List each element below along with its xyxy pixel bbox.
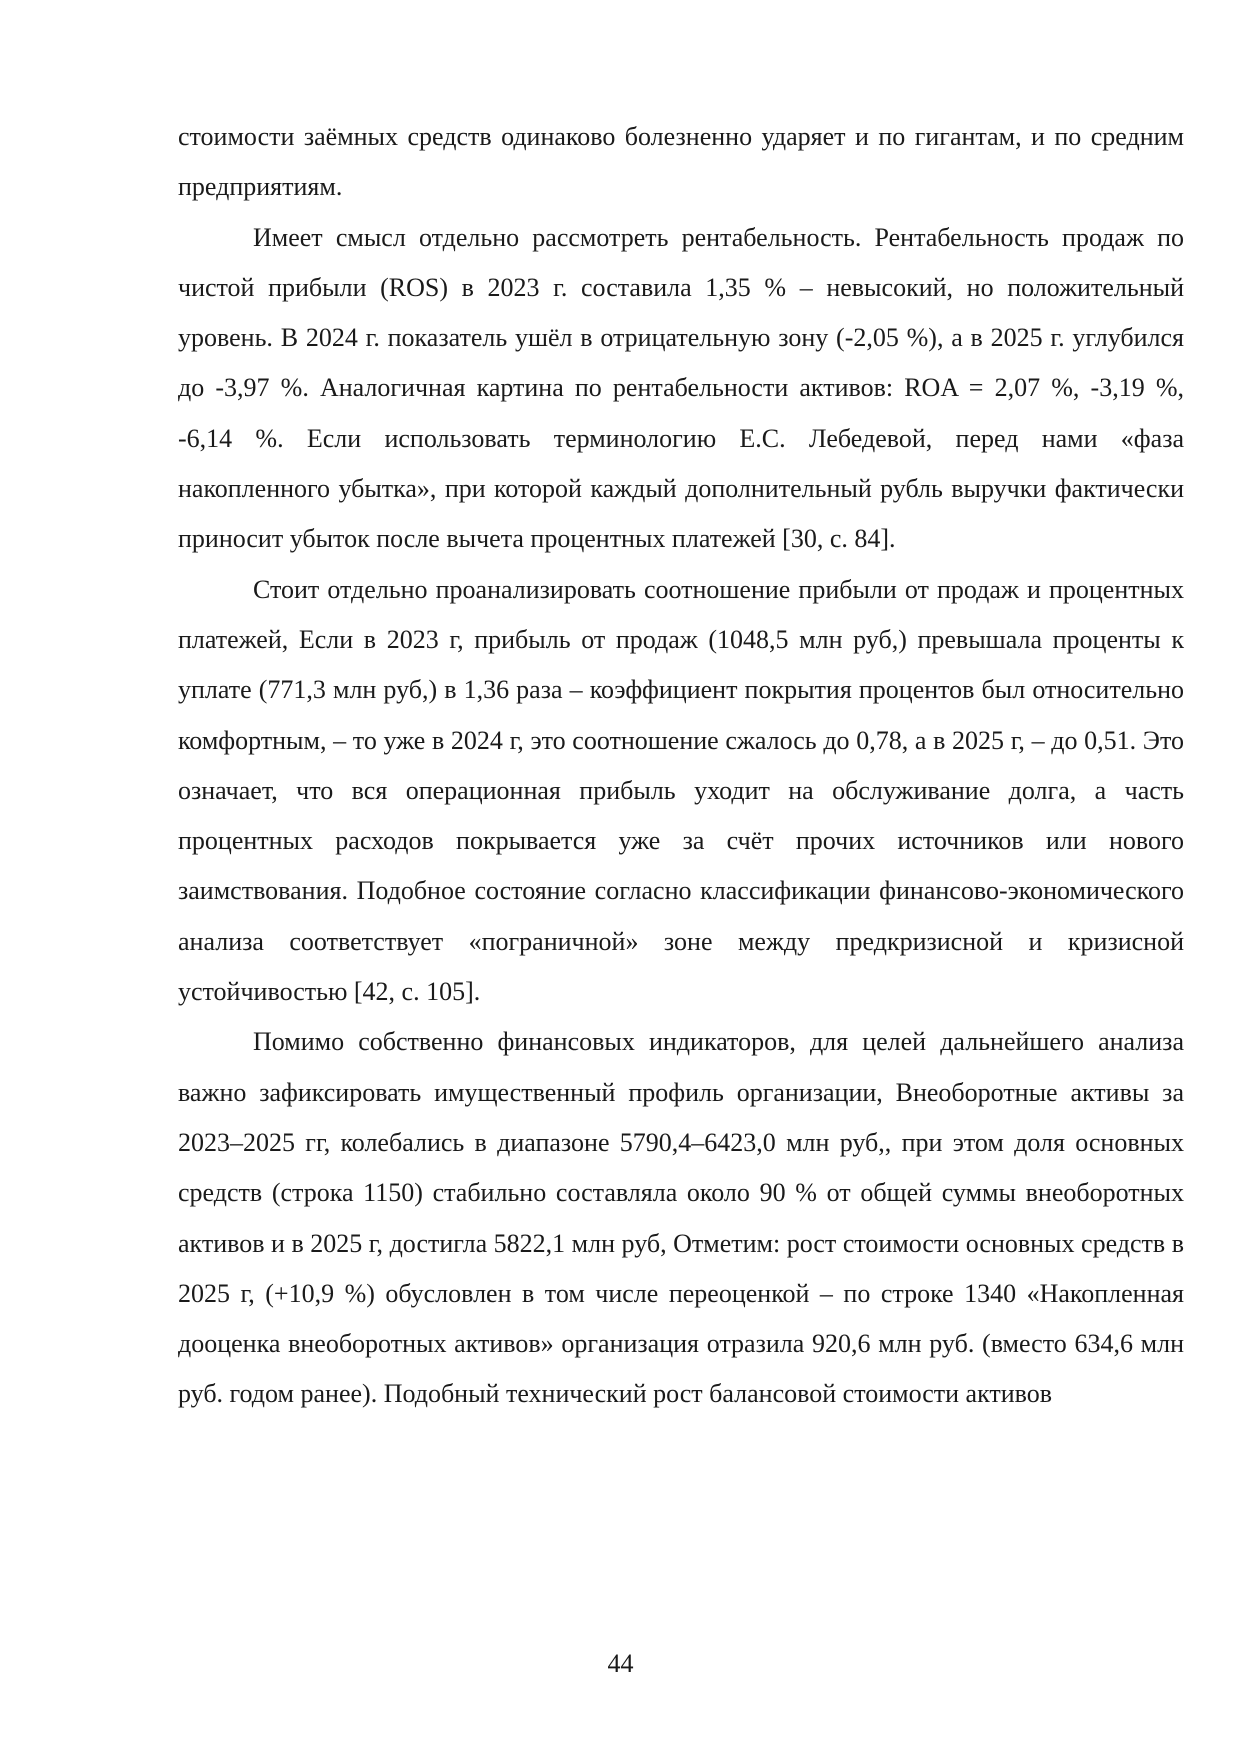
paragraph-continuation: стоимости заёмных средств одинаково болезненно ударяет и по гигантам, и по средним предприятиям. — [178, 122, 1184, 202]
paragraph-profitability: Имеет смысл отдельно рассмотреть рентабельность. Рентабельность продаж по чистой прибыли (ROS) в 2023 г. составила 1,35 % – невысокий, но положительный уровень. В 2024 г. показатель ушёл в отрицательную зону (-2,05 %), а в 2025 г. углубился до -3,97 %. Аналогичная картина по рентабельности активов: ROA = 2,07 %, -3,19 %, -6,14 %. Если использовать терминологию Е.С. Лебедевой, перед нами «фаза накопленного убытка», при которой каждый дополнительный рубль выручки фактически приносит убыток после вычета процентных платежей [30, с. 84]. — [178, 222, 1184, 554]
paragraph-interest-coverage: Стоит отдельно проанализировать соотношение прибыли от продаж и процентных платежей, Если в 2023 г, прибыль от продаж (1048,5 млн руб,) превышала проценты к уплате (771,3 млн руб,) в 1,36 раза – коэффициент покрытия процентов был относительно комфортным, – то уже в 2024 г, это соотношение сжалось до 0,78, а в 2025 г, – до 0,51. Это означает, что вся операционная прибыль уходит на обслуживание долга, а часть процентных расходов покрывается уже за счёт прочих источников или нового заимствования. Подобное состояние согласно классификации финансово-экономического анализа соответствует «пограничной» зоне между предкризисной и кризисной устойчивостью [42, с. 105]. — [178, 574, 1184, 1007]
page-number: 44 — [607, 1649, 634, 1678]
body-text — [178, 112, 1184, 1420]
paragraph-property-profile: Помимо собственно финансовых индикаторов, для целей дальнейшего анализа важно зафиксировать имущественный профиль организации, Внеоборотные активы за 2023–2025 гг, колебались в диапазоне 5790,4–6423,0 млн руб,, при этом доля основных средств (строка 1150) стабильно составляла около 90 % от общей суммы внеоборотных активов и в 2025 г, достигла 5822,1 млн руб, Отметим: рост стоимости основных средств в 2025 г, (+10,9 %) обусловлен в том числе переоценкой – по строке 1340 «Накопленная дооценка внеоборотных активов» организация отразила 920,6 млн руб. (вместо 634,6 млн руб. годом ранее). Подобный технический рост балансовой стоимости активов — [178, 1027, 1184, 1409]
